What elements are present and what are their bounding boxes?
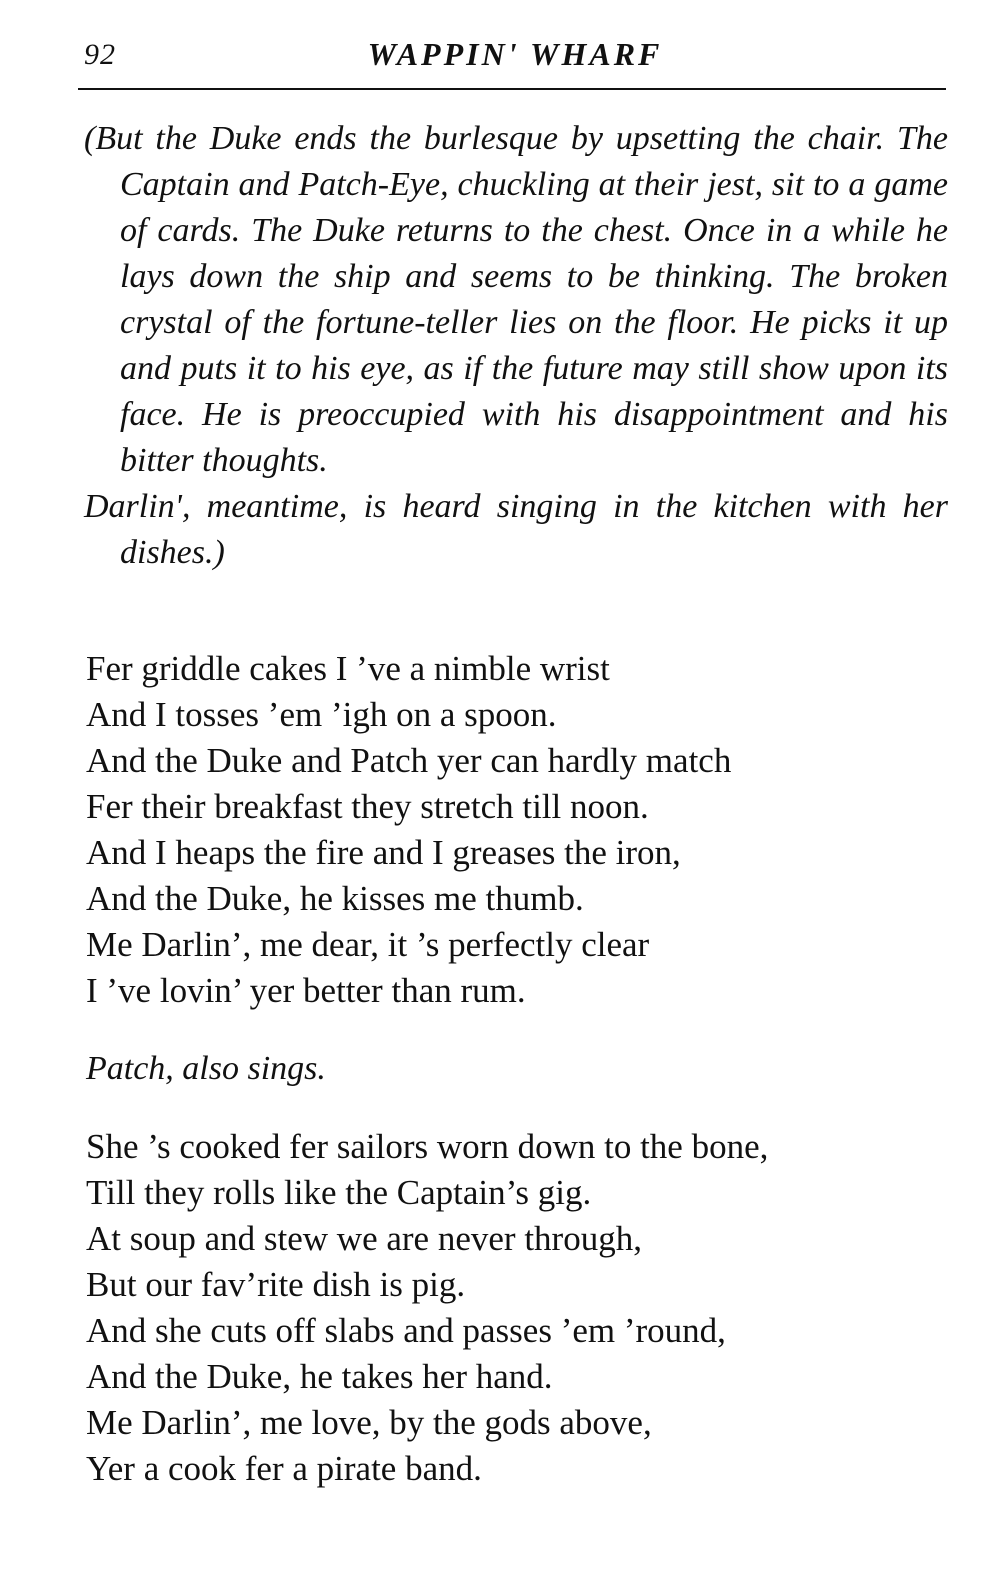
verse-line: And I heaps the fire and I greases the iron, — [86, 833, 681, 872]
verse-line: And she cuts off slabs and passes ’em ’round, — [86, 1311, 726, 1350]
song-verse-patch — [86, 1124, 768, 1492]
verse-line: At soup and stew we are never through, — [86, 1219, 642, 1258]
page-header — [84, 36, 946, 80]
verse-line: I ’ve lovin’ yer better than rum. — [86, 971, 526, 1010]
stage-direction — [84, 116, 948, 576]
page-number: 92 — [84, 38, 116, 71]
speaker-cue: Patch, also sings. — [86, 1050, 326, 1087]
verse-line: Fer their breakfast they stretch till noon. — [86, 787, 649, 826]
stage-direction-paragraph-2: Darlin', meantime, is heard singing in the kitchen with her dishes.) — [84, 488, 948, 571]
verse-line: Me Darlin’, me love, by the gods above, — [86, 1403, 652, 1442]
verse-line: And I tosses ’em ’igh on a spoon. — [86, 695, 557, 734]
verse-line: And the Duke, he takes her hand. — [86, 1357, 553, 1396]
verse-line: She ’s cooked fer sailors worn down to the bone, — [86, 1127, 769, 1166]
header-rule — [78, 88, 946, 90]
verse-line: Me Darlin’, me dear, it ’s perfectly clear — [86, 925, 650, 964]
verse-line: And the Duke, he kisses me thumb. — [86, 879, 584, 918]
running-title: WAPPIN' WHARF — [367, 36, 663, 72]
verse-line: Fer griddle cakes I ’ve a nimble wrist — [86, 649, 610, 688]
song-verse-darlin — [86, 646, 731, 1014]
verse-line: Till they rolls like the Captain’s gig. — [86, 1173, 592, 1212]
verse-line: Yer a cook fer a pirate band. — [86, 1449, 482, 1488]
stage-direction-paragraph-1: (But the Duke ends the burlesque by upsetting the chair. The Captain and Patch-Eye, chuckling at their jest, sit to a game of cards. The Duke returns to the chest. Once in a while he lays down the ship and seems to be thinking. The broken crystal of the fortune-teller lies on the floor. He picks it up and puts it to his eye, as if the future may still show upon its face. He is preoccupied with his disappointment and his bitter thoughts. — [84, 120, 948, 479]
verse-line: But our fav’rite dish is pig. — [86, 1265, 466, 1304]
verse-line: And the Duke and Patch yer can hardly match — [86, 741, 732, 780]
